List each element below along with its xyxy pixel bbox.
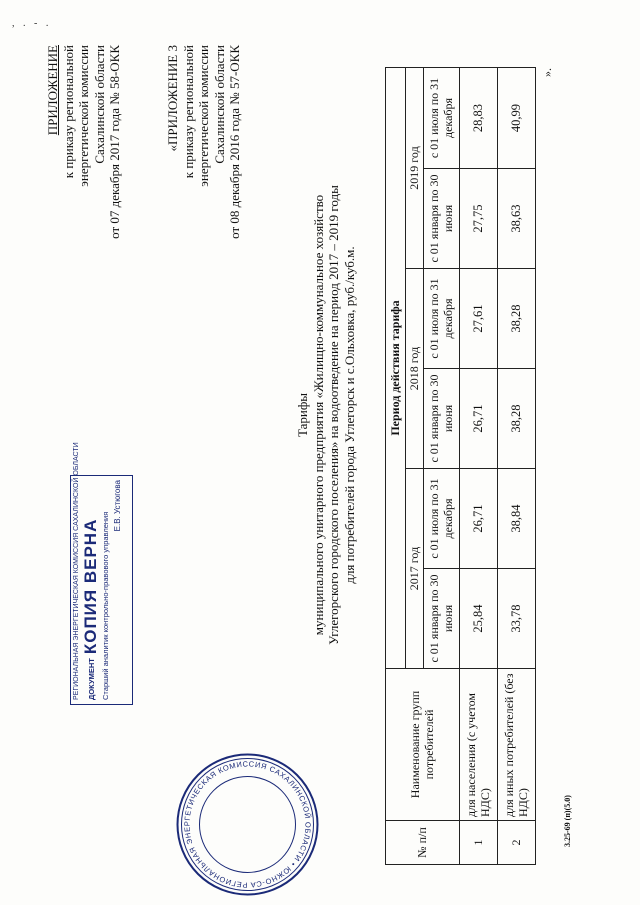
svg-text:РЕГИОНАЛЬНАЯ ЭНЕРГЕТИЧЕСКАЯ КО bbox=[175, 759, 313, 897]
seal-icon bbox=[175, 752, 320, 897]
tariff-value: 25,84 bbox=[460, 569, 498, 669]
table-row bbox=[460, 67, 498, 864]
year-header-2018: 2018 год bbox=[406, 269, 424, 469]
tariff-table bbox=[385, 67, 536, 865]
period-header: Период действия тарифа bbox=[386, 67, 406, 668]
half-header: с 01 января по 30 июня bbox=[424, 169, 460, 269]
appendix-3-title: «ПРИЛОЖЕНИЕ 3 bbox=[165, 45, 180, 152]
tariff-value: 38,84 bbox=[498, 469, 536, 569]
stamp-signature: Е.В. Устюгова bbox=[113, 480, 122, 532]
row-name: для иных потребителей (без НДС) bbox=[498, 669, 536, 821]
appendix-title: ПРИЛОЖЕНИЕ bbox=[45, 45, 60, 136]
tariff-value: 27,61 bbox=[460, 269, 498, 369]
appendix-order-date: от 07 декабря 2017 года № 58-ОКК bbox=[107, 45, 122, 239]
half-header: с 01 января по 30 июня bbox=[424, 569, 460, 669]
appendix-line: Сахалинской области bbox=[211, 45, 227, 164]
tariff-value: 38,28 bbox=[498, 269, 536, 369]
tariff-value: 40,99 bbox=[498, 67, 536, 168]
stamp-copy-true: КОПИЯ ВЕРНА bbox=[81, 518, 100, 655]
closing-mark: ». bbox=[540, 68, 554, 77]
appendix-line: к приказу региональной bbox=[60, 45, 76, 179]
appendix-line: энергетической комиссии bbox=[76, 45, 91, 187]
tariff-value: 27,75 bbox=[460, 169, 498, 269]
year-header-2017: 2017 год bbox=[406, 469, 424, 669]
tariff-title-block bbox=[295, 175, 357, 655]
col-header-name: Наименование групп потребителей bbox=[386, 669, 460, 821]
half-header: с 01 января по 30 июня bbox=[424, 369, 460, 469]
appendix-line: Сахалинской области bbox=[91, 45, 107, 164]
doc-title: Тарифы bbox=[295, 393, 310, 438]
doc-subtitle: для потребителей города Углегорск и с.Ольховка, руб./куб.м. bbox=[341, 246, 357, 584]
stamp-org: РЕГИОНАЛЬНАЯ ЭНЕРГЕТИЧЕСКАЯ КОМИССИЯ САХАЛИНСКОЙ ОБЛАСТИ bbox=[73, 442, 80, 700]
appendix-line: к приказу региональной bbox=[180, 45, 196, 179]
tariff-value: 38,63 bbox=[498, 169, 536, 269]
row-num: 1 bbox=[460, 821, 498, 865]
tariff-value: 26,71 bbox=[460, 469, 498, 569]
doc-subtitle: муниципального унитарного предприятия «Жилищно-коммунальное хозяйство bbox=[310, 194, 326, 636]
stamp-doc-label: ДОКУМЕНТ bbox=[86, 658, 96, 700]
appendix-header bbox=[45, 45, 123, 239]
year-header-2019: 2019 год bbox=[406, 67, 424, 268]
round-seal bbox=[175, 752, 320, 897]
appendix-3-header bbox=[165, 45, 243, 239]
table-row bbox=[498, 67, 536, 864]
half-header: с 01 июля по 31 декабря bbox=[424, 269, 460, 369]
tariff-value: 26,71 bbox=[460, 369, 498, 469]
doc-subtitle: Углегорского городского поселения» на водоотведение на период 2017 – 2019 годы bbox=[326, 185, 341, 645]
tariff-value: 33,78 bbox=[498, 569, 536, 669]
half-header: с 01 июля по 31 декабря bbox=[424, 67, 460, 168]
col-header-num: № п/п bbox=[386, 821, 460, 865]
appendix-line: энергетической комиссии bbox=[196, 45, 211, 187]
stamp-position: Старший аналитик контрольно-правового управления bbox=[101, 511, 110, 700]
appendix-3-order-date: от 08 декабря 2016 года № 57-ОКК bbox=[227, 45, 242, 239]
corner-marks: , . - . bbox=[12, 18, 52, 29]
row-name: для населения (с учетом НДС) bbox=[460, 669, 498, 821]
copy-certified-stamp bbox=[70, 442, 133, 705]
half-header: с 01 июля по 31 декабря bbox=[424, 469, 460, 569]
footer-code: 3.25-69 (п)(5.0) bbox=[563, 795, 572, 847]
tariff-value: 38,28 bbox=[498, 369, 536, 469]
row-num: 2 bbox=[498, 821, 536, 865]
seal-ring-text: РЕГИОНАЛЬНАЯ ЭНЕРГЕТИЧЕСКАЯ КОМИССИЯ САХАЛИНСКОЙ ОБЛАСТИ • ЮЖНО-СА bbox=[182, 759, 313, 890]
tariff-value: 28,83 bbox=[460, 67, 498, 168]
